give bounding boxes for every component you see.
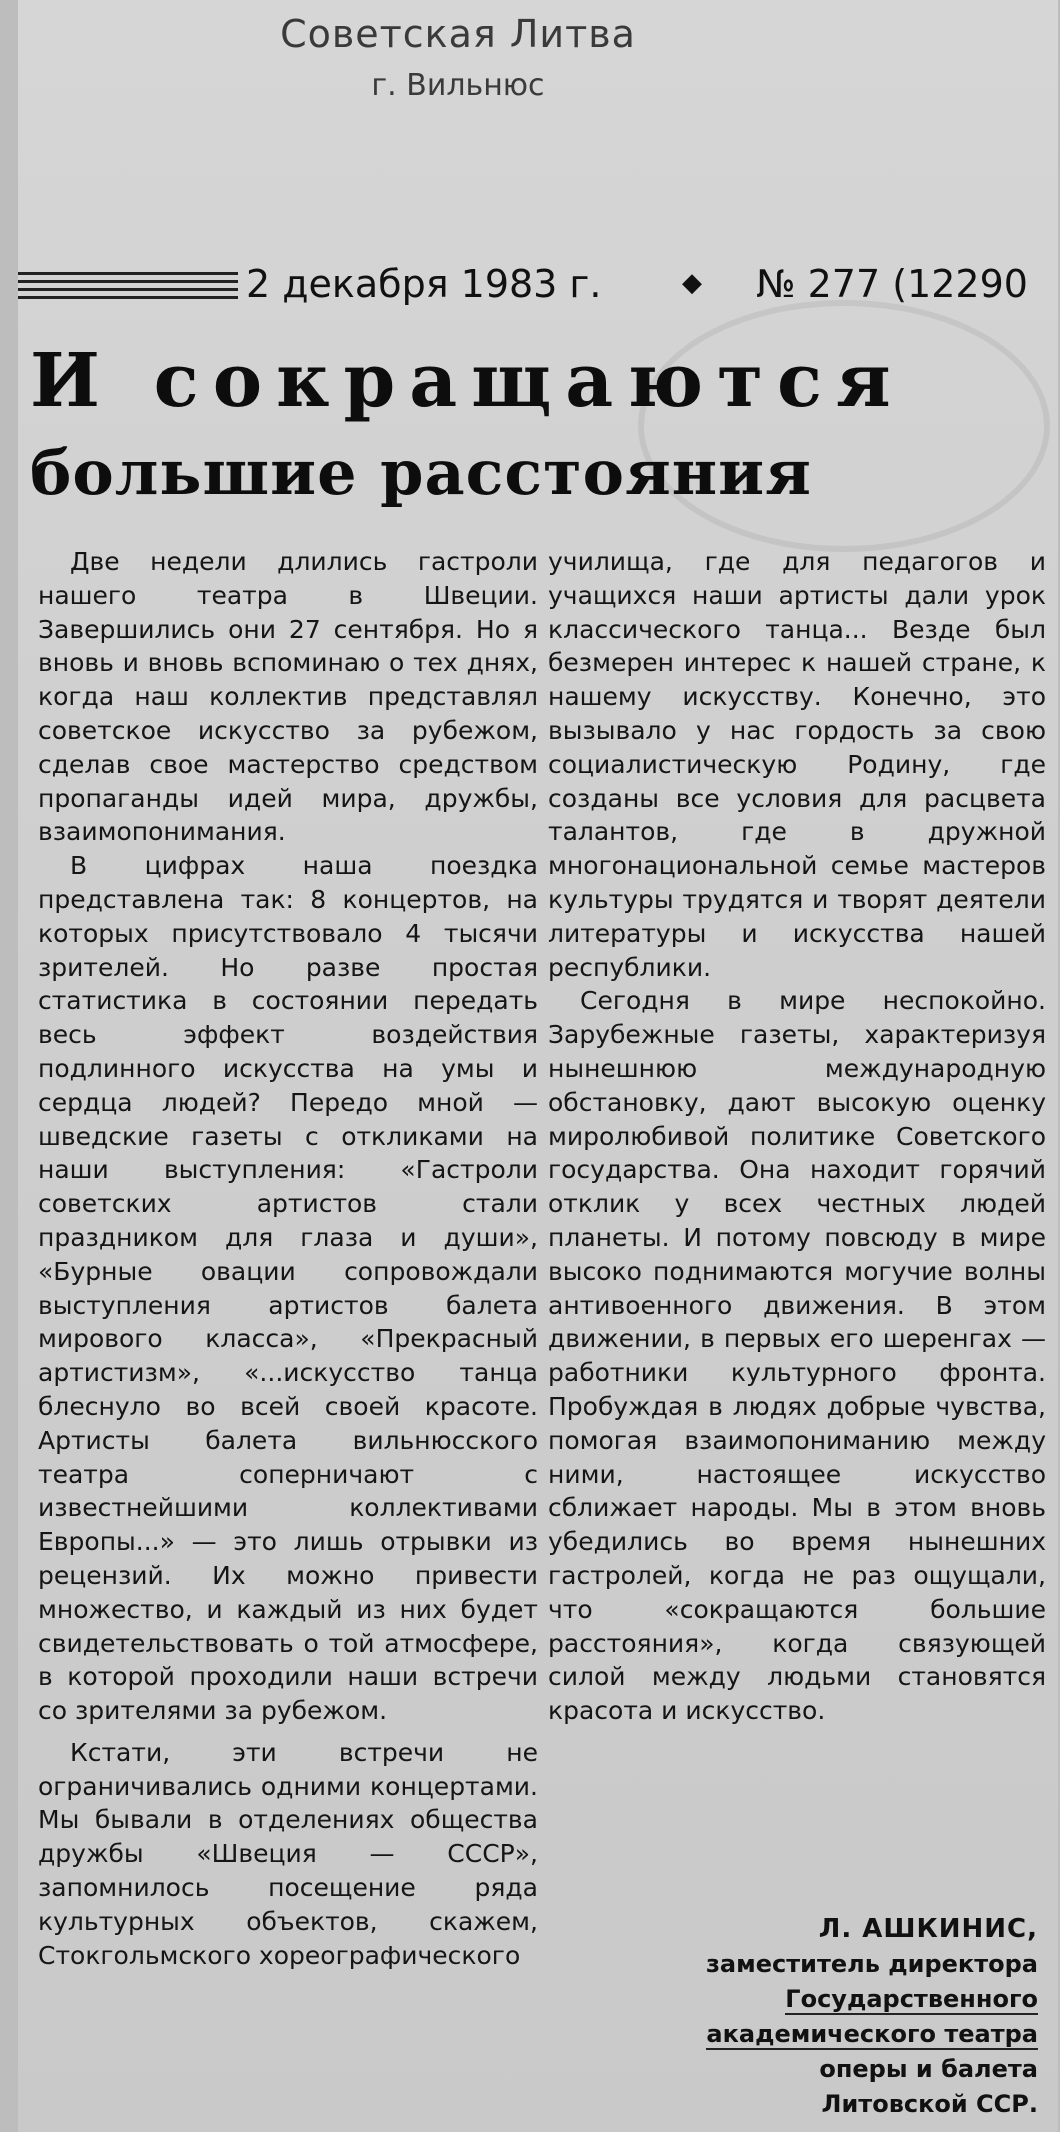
headline-line-1: И сокращаются <box>30 338 905 424</box>
article-paragraph: Сегодня в мире неспокойно. Зарубежные газеты, характеризуя нынешнюю международную обстановку, дают высокую оценку миролюбивой политике Советского государства. Она находит горячий отклик у всех честных людей планеты. И потому повсюду в мире высоко поднимаются могучие волны антивоенного движения. В этом движении, в первых его шеренгах — работники культурного фронта. Пробуждая в людях добрые чувства, помогая взаимопониманию между ними, настоящее искусство сближает народы. Мы в этом вновь убедились во время нынешних гастролей, когда не раз ощущали, что «сокращаются большие расстояния», когда связующей силой между людьми становятся красота и искусство. <box>548 986 1046 1726</box>
article-paragraph: Кстати, эти встречи не ограничивались одними концертами. Мы бывали в отделениях общества дружбы «Швеция — СССР», запомнилось посещение ряда культурных объектов, скажем, Стокгольмского хореографического <box>38 1737 538 1970</box>
article-paragraph: училища, где для педагогов и учащихся наши артисты дали урок классического танца... Везде был безмерен интерес к нашей стране, к нашему искусству. Конечно, это вызывало у нас гордость за свою социалистическую Родину, где созданы все условия для расцвета талантов, где в дружной многонациональной семье мастеров культуры трудятся и творят деятели литературы и искусства нашей республики. <box>548 547 1046 982</box>
author-title: оперы и балета <box>819 2055 1038 2083</box>
newspaper-name: Советская Литва <box>280 12 636 56</box>
headline-line-2: большие расстояния <box>30 436 812 509</box>
article-column-left <box>38 545 538 1972</box>
masthead-stamp <box>18 12 898 103</box>
dateline-rule <box>18 280 238 283</box>
dateline-rule <box>18 272 238 275</box>
author-title: Литовской ССР. <box>821 2090 1038 2118</box>
article-paragraph: В цифрах наша поездка представлена так: 8 концертов, на которых присутствовало 4 тысячи зрителей. Но разве простая статистика в состоянии передать весь эффект воздействия подлинного искусства на умы и сердца людей? Передо мной — шведские газеты с откликами на наши выступления: «Гастроли советских артистов стали праздником для глаза и души», «Бурные овации сопровождали выступления артистов балета мирового класса», «Прекрасный артистизм», «...искусство танца блеснуло во всей своей красоте. Артисты балета вильнюсского театра соперничают с известнейшими коллективами Европы...» — это лишь отрывки из рецензий. Их можно привести множество, и каждый из них будет свидетельствовать о той атмосфере, в которой проходили наши встречи со зрителями за рубежом. <box>38 851 538 1726</box>
city-name: г. Вильнюс <box>371 68 545 103</box>
author-title: заместитель директора <box>705 1950 1038 1978</box>
dateline-rule <box>18 288 238 291</box>
diamond-separator-icon: ◆ <box>682 268 702 298</box>
author-signature <box>618 1912 1038 2122</box>
author-name: Л. АШКИНИС, <box>818 1914 1038 1944</box>
newspaper-clipping <box>18 0 1058 2132</box>
author-title: Государственного <box>785 1985 1038 2013</box>
issue-date: 2 декабря 1983 г. <box>246 262 602 306</box>
article-column-right <box>548 545 1046 1728</box>
dateline-rule <box>18 296 238 299</box>
article-paragraph: Две недели длились гастроли нашего театра в Швеции. Завершились они 27 сентября. Но я вновь и вновь вспоминаю о тех днях, когда наш коллектив представлял советское искусство за рубежом, сделав свое мастерство средством пропаганды идей мира, дружбы, взаимопонимания. <box>38 547 538 847</box>
dateline <box>18 262 1058 308</box>
issue-number: № 277 (12290 <box>756 262 1028 306</box>
article-headline <box>30 338 1050 516</box>
author-title: академического театра <box>706 2020 1038 2048</box>
